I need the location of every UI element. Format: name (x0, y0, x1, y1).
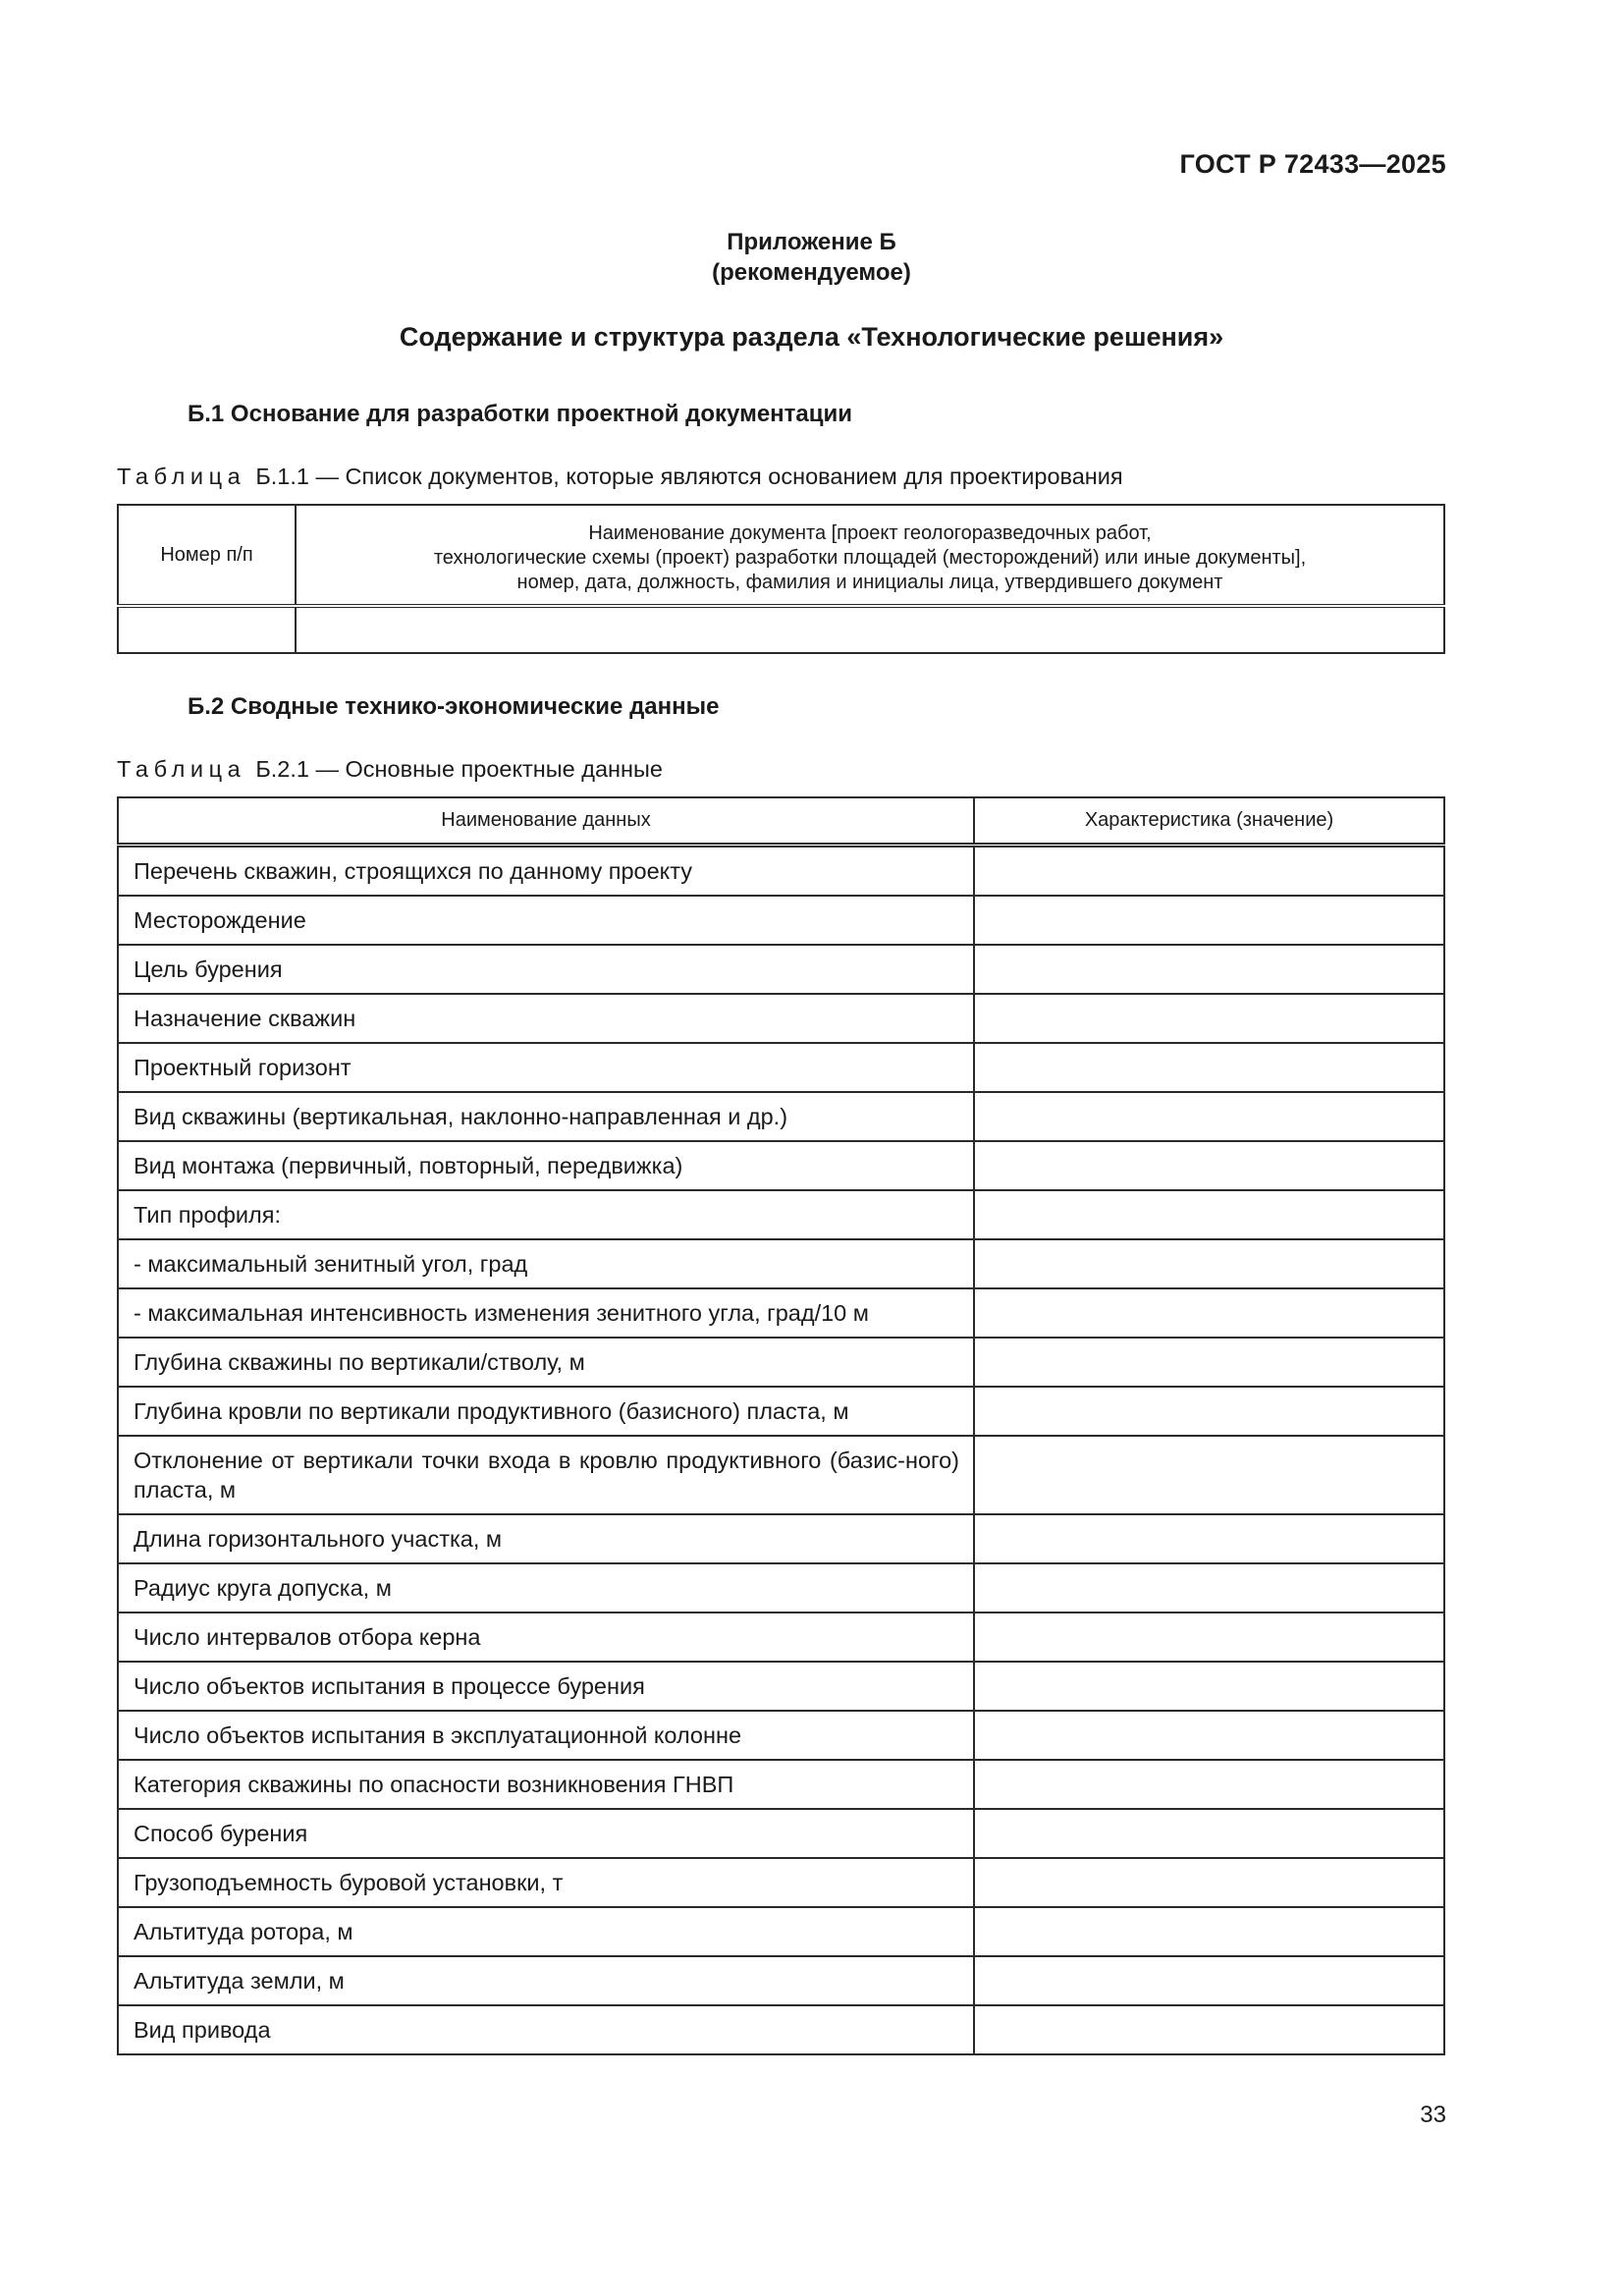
data-name-cell: Тип профиля: (118, 1190, 974, 1239)
subsection-heading-b1: Б.1 Основание для разработки проектной документации (188, 401, 853, 427)
data-name-cell: Цель бурения (118, 945, 974, 994)
value-cell (974, 846, 1444, 897)
value-cell (974, 1043, 1444, 1092)
table-row (118, 1288, 1444, 1338)
value-cell (974, 1436, 1444, 1514)
table-row (118, 1338, 1444, 1387)
table-row (118, 1956, 1444, 2005)
data-name-cell: Число объектов испытания в процессе бурения (118, 1662, 974, 1711)
data-name-cell: Способ бурения (118, 1809, 974, 1858)
table-row (118, 1907, 1444, 1956)
table-row (118, 1043, 1444, 1092)
table-row (118, 1858, 1444, 1907)
value-cell (974, 1858, 1444, 1907)
value-cell (974, 1092, 1444, 1141)
table-caption-b2-1 (117, 756, 663, 783)
value-cell (974, 1141, 1444, 1190)
value-cell (974, 896, 1444, 945)
data-name-cell: Месторождение (118, 896, 974, 945)
table-row (118, 896, 1444, 945)
data-name-cell: Число интервалов отбора керна (118, 1613, 974, 1662)
column-header-document-line-3: номер, дата, должность, фамилия и инициалы лица, утвердившего документ (516, 571, 1223, 593)
value-cell (974, 1288, 1444, 1338)
column-header-document-line-1: Наименование документа [проект геологоразведочных работ, (588, 521, 1152, 544)
value-cell (974, 1613, 1444, 1662)
subsection-heading-b2: Б.2 Сводные технико-экономические данные (188, 693, 720, 720)
table-row (118, 994, 1444, 1043)
value-cell (974, 1809, 1444, 1858)
table-cell-empty (118, 606, 296, 653)
data-name-cell: Число объектов испытания в эксплуатационной колонне (118, 1711, 974, 1760)
table-row (118, 1141, 1444, 1190)
table-caption-prefix: Таблица (117, 464, 246, 489)
value-cell (974, 1514, 1444, 1563)
column-header-document-line-2: технологические схемы (проект) разработки площадей (месторождений) или иные документы], (433, 546, 1307, 569)
table-row (118, 1809, 1444, 1858)
data-name-cell: Отклонение от вертикали точки входа в кровлю продуктивного (базис-ного) пласта, м (118, 1436, 974, 1514)
value-cell (974, 1563, 1444, 1613)
value-cell (974, 1956, 1444, 2005)
data-name-cell: Назначение скважин (118, 994, 974, 1043)
table-row (118, 846, 1444, 897)
value-cell (974, 1387, 1444, 1436)
table-row (118, 1387, 1444, 1436)
data-name-cell: - максимальная интенсивность изменения зенитного угла, град/10 м (118, 1288, 974, 1338)
table-caption-text: Б.1.1 — Список документов, которые являются основанием для проектирования (255, 464, 1123, 489)
value-cell (974, 1907, 1444, 1956)
appendix-title: Приложение Б (727, 229, 896, 255)
table-row (118, 1436, 1444, 1514)
table-caption-b1-1 (117, 464, 1123, 490)
column-header-number: Номер п/п (118, 505, 296, 606)
table-row (118, 1711, 1444, 1760)
table-row (118, 2005, 1444, 2054)
table-row (118, 1514, 1444, 1563)
table-row (118, 1760, 1444, 1809)
value-cell (974, 2005, 1444, 2054)
page-number: 33 (1420, 2102, 1446, 2128)
table-row (118, 945, 1444, 994)
table-caption-prefix: Таблица (117, 756, 246, 782)
value-cell (974, 1190, 1444, 1239)
data-name-cell: - максимальный зенитный угол, град (118, 1239, 974, 1288)
value-cell (974, 994, 1444, 1043)
appendix-subtitle: (рекомендуемое) (712, 259, 911, 286)
data-name-cell: Альтитуда ротора, м (118, 1907, 974, 1956)
table-row (118, 1092, 1444, 1141)
value-cell (974, 1239, 1444, 1288)
data-name-cell: Альтитуда земли, м (118, 1956, 974, 2005)
section-title: Содержание и структура раздела «Технологические решения» (399, 322, 1224, 352)
value-cell (974, 945, 1444, 994)
table-row (118, 1239, 1444, 1288)
data-name-cell: Проектный горизонт (118, 1043, 974, 1092)
data-name-cell: Категория скважины по опасности возникновения ГНВП (118, 1760, 974, 1809)
column-header-value: Характеристика (значение) (974, 797, 1444, 846)
table-caption-text: Б.2.1 — Основные проектные данные (255, 756, 663, 782)
table-cell-empty (296, 606, 1444, 653)
data-name-cell: Радиус круга допуска, м (118, 1563, 974, 1613)
column-header-document (296, 505, 1444, 606)
value-cell (974, 1760, 1444, 1809)
standard-designation: ГОСТ Р 72433—2025 (1179, 149, 1446, 179)
table-header-row (118, 505, 1444, 606)
documents-table (117, 504, 1445, 654)
table-row (118, 606, 1444, 653)
table-row (118, 1662, 1444, 1711)
table-row (118, 1190, 1444, 1239)
data-name-cell: Вид скважины (вертикальная, наклонно-направленная и др.) (118, 1092, 974, 1141)
value-cell (974, 1662, 1444, 1711)
data-name-cell: Вид привода (118, 2005, 974, 2054)
value-cell (974, 1711, 1444, 1760)
data-name-cell: Грузоподъемность буровой установки, т (118, 1858, 974, 1907)
data-name-cell: Перечень скважин, строящихся по данному проекту (118, 846, 974, 897)
data-name-cell: Глубина кровли по вертикали продуктивного (базисного) пласта, м (118, 1387, 974, 1436)
project-data-table (117, 796, 1445, 2055)
data-name-cell: Длина горизонтального участка, м (118, 1514, 974, 1563)
value-cell (974, 1338, 1444, 1387)
table-header-row (118, 797, 1444, 846)
data-name-cell: Вид монтажа (первичный, повторный, передвижка) (118, 1141, 974, 1190)
data-name-cell: Глубина скважины по вертикали/стволу, м (118, 1338, 974, 1387)
column-header-data-name: Наименование данных (118, 797, 974, 846)
table-row (118, 1563, 1444, 1613)
table-row (118, 1613, 1444, 1662)
